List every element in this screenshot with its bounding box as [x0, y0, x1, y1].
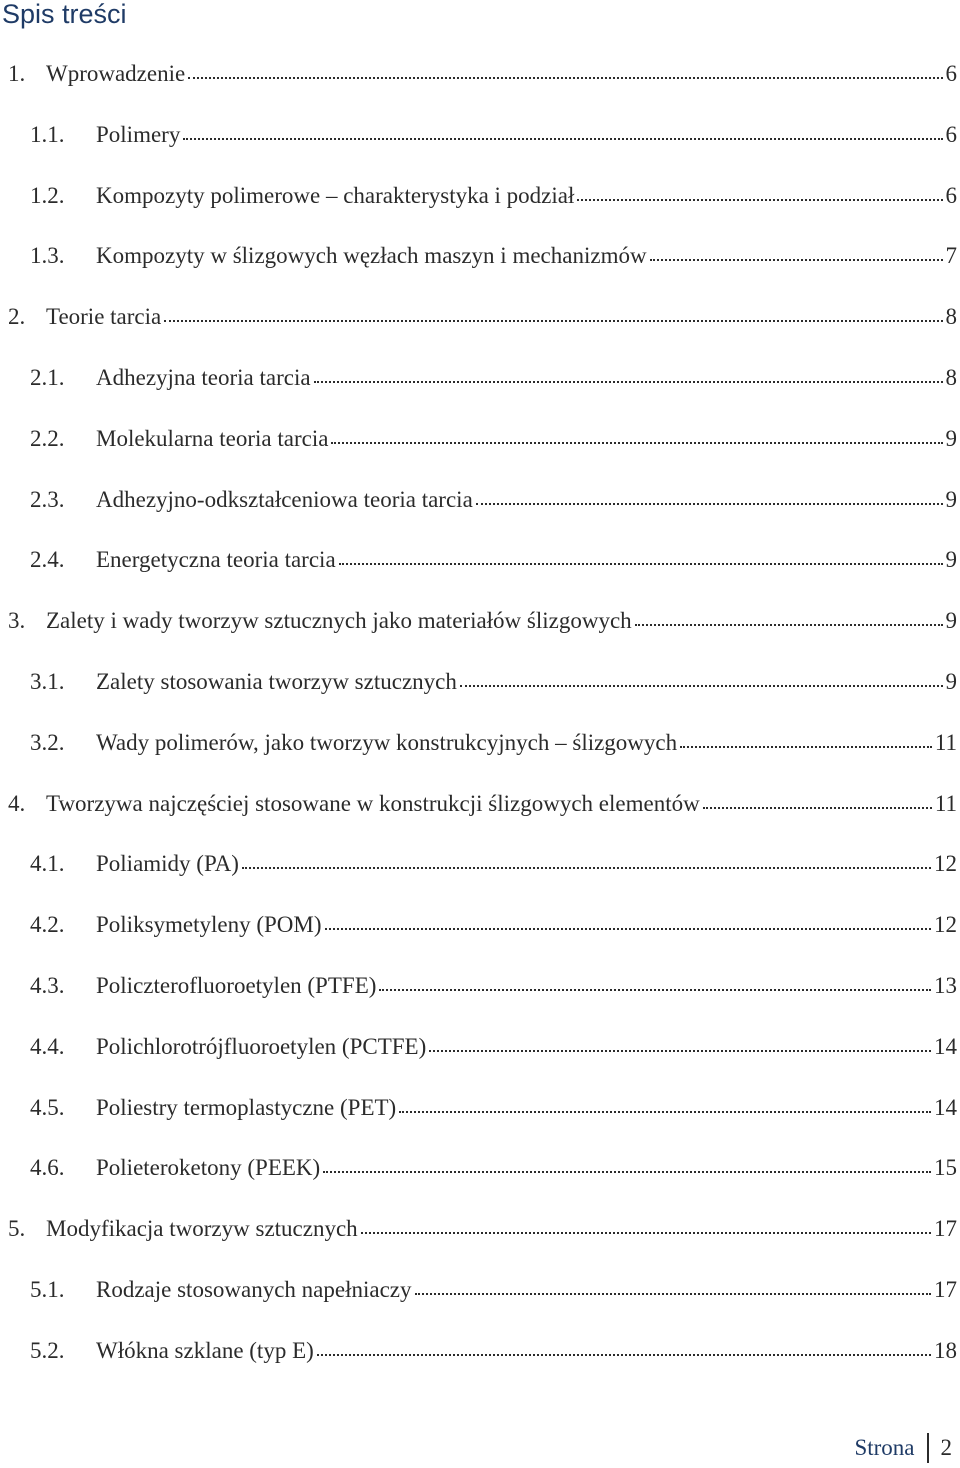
toc-entry[interactable]	[0, 895, 960, 956]
toc-entry-title: Poliamidy (PA)	[96, 834, 239, 895]
dot-leader	[415, 1293, 932, 1295]
dot-leader	[703, 807, 932, 809]
toc-entry-page: 18	[934, 1321, 960, 1382]
toc-entry[interactable]	[0, 713, 960, 774]
toc-entry-number: 4.	[0, 774, 46, 835]
toc-entry-page: 13	[934, 956, 960, 1017]
toc-entry[interactable]	[0, 652, 960, 713]
toc-entry-number: 1.1.	[0, 105, 96, 166]
toc-entry-page: 9	[946, 470, 960, 531]
toc-entry-title: Polieteroketony (PEEK)	[96, 1138, 320, 1199]
toc-entry[interactable]	[0, 1078, 960, 1139]
toc-entry-page: 17	[934, 1260, 960, 1321]
dot-leader	[242, 867, 931, 869]
toc-entry-title: Molekularna teoria tarcia	[96, 409, 328, 470]
toc-entry-number: 4.1.	[0, 834, 96, 895]
toc-entry-number: 4.4.	[0, 1017, 96, 1078]
toc-entry-title: Polimery	[96, 105, 180, 166]
dot-leader	[476, 503, 943, 505]
toc-entry-number: 3.2.	[0, 713, 96, 774]
toc-entry-title: Włókna szklane (typ E)	[96, 1321, 314, 1382]
toc-entry-number: 4.6.	[0, 1138, 96, 1199]
toc-entry-title: Modyfikacja tworzyw sztucznych	[46, 1199, 358, 1260]
dot-leader	[635, 624, 943, 626]
toc-entry[interactable]	[0, 1138, 960, 1199]
toc-entry-number: 3.1.	[0, 652, 96, 713]
toc-entry[interactable]	[0, 1260, 960, 1321]
toc-entry-title: Wprowadzenie	[46, 44, 185, 105]
toc-title: Spis treści	[2, 0, 127, 34]
dot-leader	[188, 77, 942, 79]
toc-entry-number: 2.4.	[0, 530, 96, 591]
toc-entry-page: 11	[935, 713, 960, 774]
dot-leader	[317, 1354, 931, 1356]
toc-entry-page: 7	[946, 226, 960, 287]
toc-entry-title: Kompozyty polimerowe – charakterystyka i podział	[96, 166, 574, 227]
toc-entry-title: Energetyczna teoria tarcia	[96, 530, 336, 591]
toc-entry-title: Wady polimerów, jako tworzyw konstrukcyjnych – ślizgowych	[96, 713, 677, 774]
toc-entry[interactable]	[0, 956, 960, 1017]
toc-entry-page: 9	[946, 530, 960, 591]
toc-list	[0, 44, 960, 1382]
dot-leader	[379, 989, 931, 991]
toc-entry-title: Zalety i wady tworzyw sztucznych jako materiałów ślizgowych	[46, 591, 632, 652]
toc-entry-title: Poliksymetyleny (POM)	[96, 895, 322, 956]
dot-leader	[429, 1050, 931, 1052]
toc-entry-number: 4.2.	[0, 895, 96, 956]
toc-entry-number: 1.3.	[0, 226, 96, 287]
toc-entry[interactable]	[0, 834, 960, 895]
dot-leader	[314, 381, 943, 383]
toc-entry-number: 1.	[0, 44, 46, 105]
toc-entry-title: Teorie tarcia	[46, 287, 161, 348]
toc-entry[interactable]	[0, 105, 960, 166]
dot-leader	[331, 442, 942, 444]
toc-entry-page: 8	[946, 348, 960, 409]
toc-entry-page: 8	[946, 287, 960, 348]
toc-entry-page: 12	[934, 895, 960, 956]
toc-entry-number: 2.1.	[0, 348, 96, 409]
toc-entry[interactable]	[0, 1017, 960, 1078]
footer-page-number: 2	[941, 1428, 953, 1468]
toc-entry-page: 12	[934, 834, 960, 895]
toc-entry-number: 4.3.	[0, 956, 96, 1017]
toc-entry-page: 15	[934, 1138, 960, 1199]
toc-entry-title: Policzterofluoroetylen (PTFE)	[96, 956, 376, 1017]
toc-entry-number: 5.2.	[0, 1321, 96, 1382]
toc-entry[interactable]	[0, 774, 960, 835]
footer-divider	[927, 1433, 929, 1463]
toc-entry-number: 2.3.	[0, 470, 96, 531]
toc-entry-page: 9	[946, 591, 960, 652]
dot-leader	[183, 138, 942, 140]
toc-entry-title: Poliestry termoplastyczne (PET)	[96, 1078, 396, 1139]
toc-entry[interactable]	[0, 44, 960, 105]
toc-entry-page: 6	[946, 166, 960, 227]
toc-entry[interactable]	[0, 348, 960, 409]
toc-entry-page: 9	[946, 652, 960, 713]
toc-entry-title: Zalety stosowania tworzyw sztucznych	[96, 652, 457, 713]
toc-entry-number: 4.5.	[0, 1078, 96, 1139]
toc-entry[interactable]	[0, 287, 960, 348]
dot-leader	[339, 563, 943, 565]
toc-entry[interactable]	[0, 530, 960, 591]
toc-entry-number: 3.	[0, 591, 46, 652]
dot-leader	[577, 199, 942, 201]
dot-leader	[460, 685, 943, 687]
toc-entry-page: 17	[934, 1199, 960, 1260]
toc-entry[interactable]	[0, 1321, 960, 1382]
toc-entry-number: 2.2.	[0, 409, 96, 470]
toc-entry[interactable]	[0, 226, 960, 287]
toc-entry-number: 2.	[0, 287, 46, 348]
toc-entry-title: Polichlorotrójfluoroetylen (PCTFE)	[96, 1017, 426, 1078]
dot-leader	[361, 1232, 931, 1234]
toc-entry-title: Adhezyjno-odkształceniowa teoria tarcia	[96, 470, 473, 531]
dot-leader	[164, 320, 942, 322]
toc-entry-page: 6	[946, 105, 960, 166]
toc-entry-page: 14	[934, 1078, 960, 1139]
dot-leader	[323, 1171, 931, 1173]
toc-entry-page: 9	[946, 409, 960, 470]
toc-entry-title: Adhezyjna teoria tarcia	[96, 348, 311, 409]
dot-leader	[680, 746, 932, 748]
dot-leader	[325, 928, 931, 930]
toc-entry[interactable]	[0, 1199, 960, 1260]
footer-label: Strona	[854, 1428, 914, 1468]
toc-entry-page: 11	[935, 774, 960, 835]
toc-entry[interactable]	[0, 470, 960, 531]
toc-entry-number: 1.2.	[0, 166, 96, 227]
page-footer	[854, 1428, 952, 1468]
dot-leader	[650, 259, 943, 261]
toc-entry[interactable]	[0, 409, 960, 470]
toc-entry-title: Tworzywa najczęściej stosowane w konstrukcji ślizgowych elementów	[46, 774, 700, 835]
toc-entry-number: 5.1.	[0, 1260, 96, 1321]
dot-leader	[399, 1111, 931, 1113]
toc-entry-number: 5.	[0, 1199, 46, 1260]
toc-entry-page: 6	[946, 44, 960, 105]
toc-entry[interactable]	[0, 591, 960, 652]
toc-entry-page: 14	[934, 1017, 960, 1078]
toc-entry[interactable]	[0, 166, 960, 227]
toc-entry-title: Rodzaje stosowanych napełniaczy	[96, 1260, 412, 1321]
toc-entry-title: Kompozyty w ślizgowych węzłach maszyn i mechanizmów	[96, 226, 647, 287]
